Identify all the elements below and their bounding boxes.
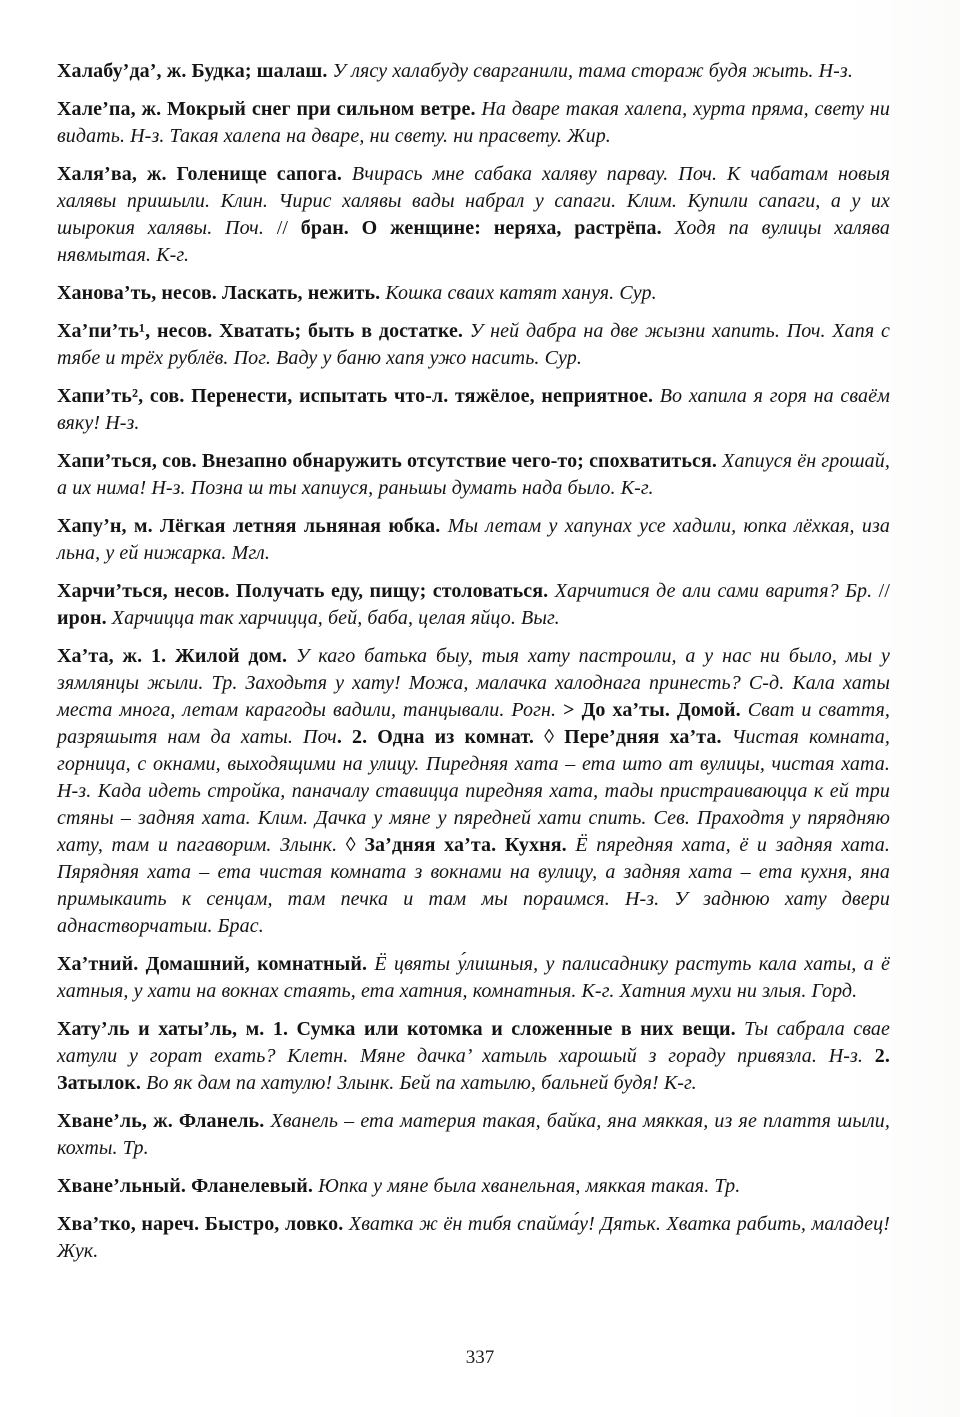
entry-example-text: На дваре такая халепа, хурта пряма, свету ни видать. Н-з. Такая халепа на дваре, ни свету. ни прасвету. Жир. (57, 98, 890, 147)
entry-example-text: Чистая комната, горница, с окнами, выходящими на улицу. Пиредняя хата – ета што ат вулицы, чистая хата. Н-з. Када идеть стройка, паначалу ставицца пиредняя хата, тады пристраиваюцца к ей три стяны – задняя хата. Клим. Дачка у мяне у пяредней хати спить. Сев. Праходтя у пярядняю хату, там и пагаворим. Злынк. (57, 726, 890, 856)
entry-headword-or-definition: Хале’па, ж. Мокрый снег при сильном ветре. (57, 98, 482, 120)
dictionary-entry (57, 1016, 890, 1097)
dictionary-entry (57, 383, 890, 437)
dictionary-entry (57, 1108, 890, 1162)
dictionary-entry (57, 280, 890, 307)
dictionary-entry (57, 578, 890, 632)
entry-headword-or-definition: . 2. Одна из комнат. (336, 726, 545, 748)
entry-example-text: Харчитися де али сами варитя? Бр. (554, 580, 879, 602)
entry-example-text: Ё пяредняя хата, ё и задняя хата. Пярядняя хата – ета чистая комната з вокнами на вулицу, а задняя хата – ета кухня, яна примыкаить к сенцам, там печка и там мы пораимся. Н-з. У заднюю хату двери аднастворчатыи. Брас. (57, 834, 890, 937)
entry-example-text: Во хапила я горя на сваём вяку! Н-з. (57, 385, 890, 434)
entry-headword-or-definition: Ха’та, ж. 1. Жилой дом. (57, 645, 296, 667)
entry-separator: ◊ (544, 726, 565, 748)
entry-example-text: Сват и сваття, разряшытя нам да хаты. Поч (57, 699, 890, 748)
entry-example-text: Хапиуся ён грошай, а их нима! Н-з. Позна ш ты хапиуся, раньшы думать нада было. К-г. (57, 450, 890, 499)
entry-example-text: Во як дам па хатулю! Злынк. Бей па хатылю, бальней будя! К-г. (146, 1072, 697, 1094)
entry-headword-or-definition: Халя’ва, ж. Голенище сапога. (57, 163, 352, 185)
entry-headword-or-definition: Хапи’ться, сов. Внезапно обнаружить отсутствие чего-то; спохватиться. (57, 450, 723, 472)
dictionary-entry (57, 951, 890, 1005)
page-number: 337 (465, 1347, 495, 1368)
dictionary-entry (57, 448, 890, 502)
dictionary-entry (57, 643, 890, 940)
dictionary-entry (57, 1211, 890, 1265)
entry-headword-or-definition: 2. Затылок. (57, 1045, 890, 1094)
dictionary-entry (57, 161, 890, 269)
entry-example-text: У лясу халабуду сварганили, тама стораж будя жыть. Н-з. (332, 60, 853, 82)
entry-headword-or-definition: > До ха’ты. Домой. (563, 699, 748, 721)
entry-example-text: Харчицца так харчицца, бей, баба, целая яйцо. Выг. (111, 607, 560, 629)
entry-headword-or-definition: Пере’дняя ха’та. (564, 726, 732, 748)
entry-headword-or-definition: Хату’ль и хаты’ль, м. 1. Сумка или котомка и сложенные в них вещи. (57, 1018, 745, 1040)
entry-headword-or-definition: Ха’тний. Домашний, комнатный. (57, 953, 375, 975)
entry-example-text: У ней дабра на две жызни хапить. Поч. Хапя с тябе и трёх рублёв. Пог. Ваду у баню хапя ужо насить. Сур. (57, 320, 891, 369)
entry-headword-or-definition: Халабу’да’, ж. Будка; шалаш. (57, 60, 333, 82)
entry-headword-or-definition: Хапу’н, м. Лёгкая летняя льняная юбка. (57, 515, 448, 537)
dictionary-entry (57, 96, 890, 150)
entry-headword-or-definition: ирон. (57, 607, 112, 629)
entry-example-text: Хватка ж ён тибя спайма́у! Дятьк. Хватка рабить, маладец! Жук. (57, 1213, 890, 1262)
entry-headword-or-definition: Хване’ль, ж. Фланель. (57, 1110, 271, 1132)
entry-example-text: Кошка сваих катят хануя. Сур. (385, 282, 657, 304)
entry-headword-or-definition: Харчи’ться, несов. Получать еду, пищу; столоваться. (57, 580, 555, 602)
entry-example-text: Юпка у мяне была хванельная, мяккая такая. Тр. (318, 1175, 741, 1197)
entry-example-text: Вчирась мне сабака халяву парвау. Поч. К чабатам новыя халявы пришыли. Клин. Чирис халявы вады набрал у сапаги. Клим. Купили сапаги, а у их шырокия халявы. Поч. (57, 163, 890, 239)
entry-separator: // (878, 580, 890, 602)
entry-headword-or-definition: Хване’льный. Фланелевый. (57, 1175, 319, 1197)
entry-headword-or-definition: Хапи’ть², сов. Перенести, испытать что-л. тяжёлое, неприятное. (57, 385, 660, 407)
entry-headword-or-definition: бран. О женщине: неряха, растрёпа. (300, 217, 675, 239)
entry-headword-or-definition: Ханова’ть, несов. Ласкать, нежить. (57, 282, 386, 304)
entry-headword-or-definition: Ха’пи’ть¹, несов. Хватать; быть в достатке. (57, 320, 470, 342)
entry-example-text: Хванель – ета материя такая, байка, яна мяккая, из яе плаття шыли, кохты. Тр. (57, 1110, 890, 1159)
dictionary-entry (57, 513, 890, 567)
dictionary-entry (57, 1173, 890, 1200)
dictionary-entry (57, 58, 890, 85)
entry-example-text: Ё цвяты у́лишныя, у палисаднику растуть кала хаты, а ё хатныя, у хати на вокнах стаять, ета хатния, комнатныя. К-г. Хатния мухи ни злыя. Горд. (57, 953, 891, 1002)
entry-example-text: Мы летам у хапунах усе хадили, юпка лёхкая, иза льна, у ей нижарка. Мгл. (57, 515, 890, 564)
dictionary-entry (57, 318, 890, 372)
entry-separator: ◊ (345, 834, 365, 856)
entry-example-text: Ходя па вулицы халява нявмытая. К-г. (57, 217, 891, 266)
entry-separator: // (276, 217, 301, 239)
entry-headword-or-definition: Хва’тко, нареч. Быстро, ловко. (57, 1213, 349, 1235)
entry-example-text: Ты сабрала свае хатули у горат ехать? Клетн. Мяне дачка’ хатыль харошый з гораду привязла. Н-з. (57, 1018, 890, 1067)
entries-container (57, 58, 890, 1265)
entry-example-text: У каго батька быу, тыя хату пастроили, а у нас ни было, мы у зямлянцы жыли. Тр. Заходьтя у хату! Можа, малачка халоднага принесть? С-д. Кала хаты места многа, летам карагоды вадили, танцывали. Рогн. (57, 645, 890, 721)
entry-headword-or-definition: За’дняя ха’та. Кухня. (364, 834, 576, 856)
